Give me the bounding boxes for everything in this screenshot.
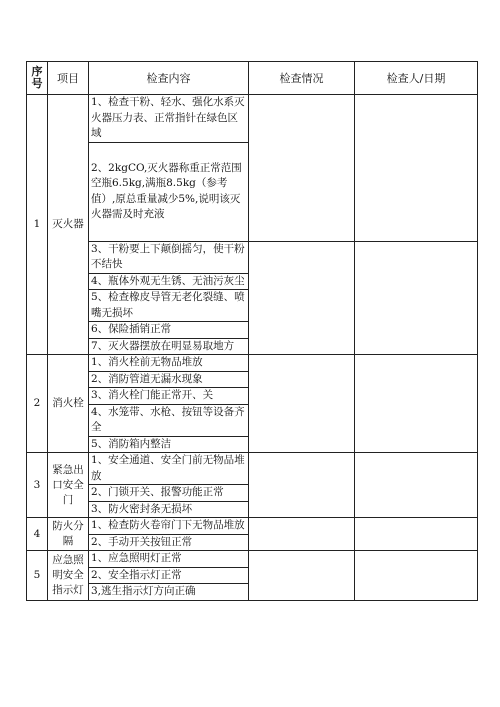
check-item: 2、安全指示灯正常 <box>89 567 249 584</box>
header-item: 项目 <box>48 62 89 95</box>
group-name: 消火栓 <box>48 355 89 453</box>
status-cell[interactable] <box>249 355 355 453</box>
table-row <box>27 518 478 535</box>
check-item: 7、灭火器摆放在明显易取地方 <box>89 338 249 355</box>
header-content: 检查内容 <box>89 62 249 95</box>
inspector-cell[interactable] <box>355 453 478 518</box>
check-item: 1、检查干粉、轻水、强化水系灭火器压力表、正常指针在绿色区域 <box>89 95 249 143</box>
inspector-cell[interactable] <box>355 518 478 551</box>
table-row <box>27 453 478 485</box>
check-item: 3,逃生指示灯方向正确 <box>89 584 249 601</box>
status-cell[interactable] <box>249 453 355 518</box>
check-item: 5、消防箱内整洁 <box>89 436 249 453</box>
status-cell[interactable] <box>249 241 355 355</box>
check-item: 2、2kgCO,灭火器称重正常范围空瓶6.5kg,满瓶8.5kg（参考值）,原总重量减少5%,说明该灭火器需及时充液 <box>89 142 249 241</box>
check-item: 1、应急照明灯正常 <box>89 551 249 568</box>
status-cell[interactable] <box>249 95 355 242</box>
status-cell[interactable] <box>249 551 355 601</box>
check-item: 1、消火栓前无物品堆放 <box>89 355 249 372</box>
table-row <box>27 551 478 568</box>
header-status: 检查情况 <box>249 62 355 95</box>
check-item: 1、检查防火卷帘门下无物品堆放 <box>89 518 249 535</box>
group-number: 1 <box>27 95 48 355</box>
check-item: 1、安全通道、安全门前无物品堆放 <box>89 453 249 485</box>
group-number: 4 <box>27 518 48 551</box>
check-item: 3、防火密封条无损坏 <box>89 501 249 518</box>
group-name: 防火分隔 <box>48 518 89 551</box>
check-item: 2、手动开关按钮正常 <box>89 534 249 551</box>
group-number: 3 <box>27 453 48 518</box>
check-item: 4、水笼带、水枪、按钮等设备齐全 <box>89 404 249 436</box>
table-row <box>27 95 478 143</box>
group-name: 紧急出口安全门 <box>48 453 89 518</box>
table-row <box>27 241 478 273</box>
header-seq: 序号 <box>27 62 48 95</box>
inspection-table <box>26 61 478 601</box>
inspector-cell[interactable] <box>355 551 478 601</box>
status-cell[interactable] <box>249 518 355 551</box>
inspector-cell[interactable] <box>355 241 478 355</box>
check-item: 5、检查橡皮导管无老化裂缝、喷嘴无损坏 <box>89 290 249 322</box>
header-row <box>27 62 478 95</box>
check-item: 3、消火栓门能正常开、关 <box>89 388 249 405</box>
group-name: 灭火器 <box>48 95 89 355</box>
check-item: 2、门锁开关、报警功能正常 <box>89 485 249 502</box>
header-inspector: 检查人/日期 <box>355 62 478 95</box>
group-name: 应急照明安全指示灯 <box>48 551 89 601</box>
group-number: 2 <box>27 355 48 453</box>
group-number: 5 <box>27 551 48 601</box>
check-item: 6、保险插销正常 <box>89 322 249 339</box>
inspection-form <box>26 61 477 601</box>
check-item: 4、瓶体外观无生锈、无油污灰尘 <box>89 273 249 290</box>
inspector-cell[interactable] <box>355 95 478 242</box>
inspector-cell[interactable] <box>355 355 478 453</box>
check-item: 3、干粉要上下颠倒摇匀，使干粉不结快 <box>89 241 249 273</box>
table-row <box>27 355 478 372</box>
check-item: 2、消防管道无漏水现象 <box>89 371 249 388</box>
